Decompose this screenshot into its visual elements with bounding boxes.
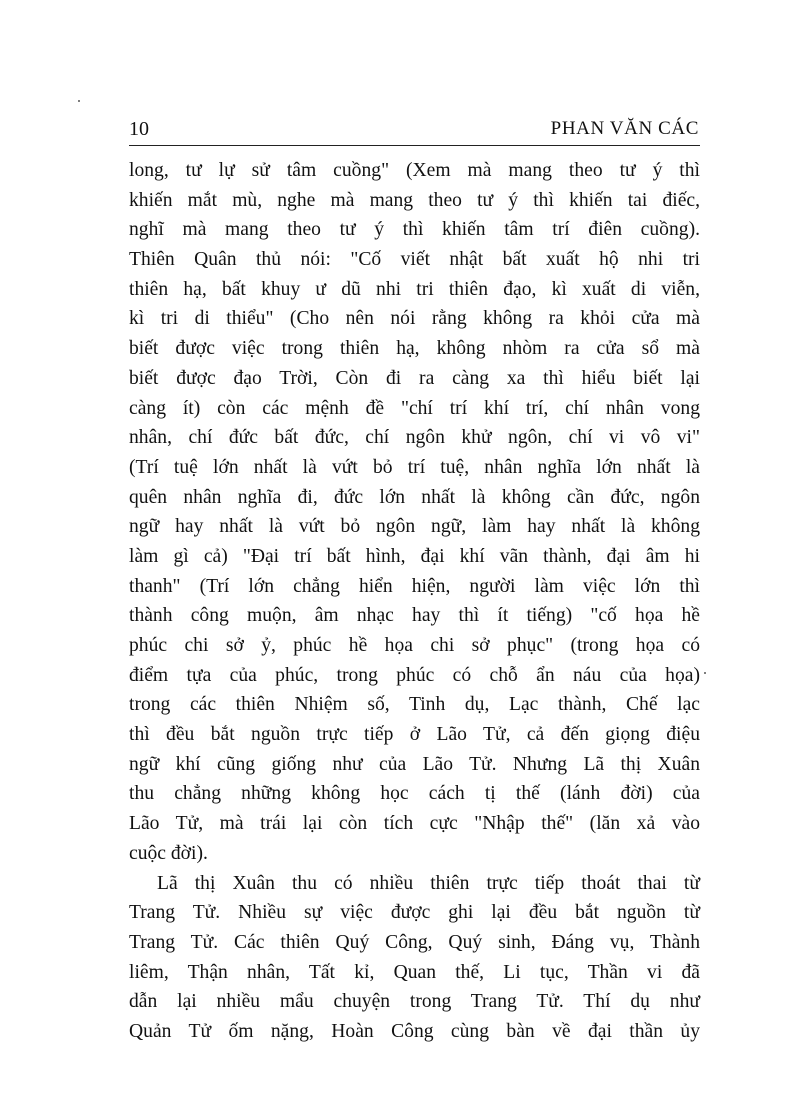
text-line: biết được việc trong thiên hạ, không nhòm ra cửa sổ mà <box>129 338 700 360</box>
text-line: Trang Tử. Các thiên Quý Công, Quý sinh, Đáng vụ, Thành <box>129 931 700 953</box>
text-line: (Trí tuệ lớn nhất là vứt bỏ trí tuệ, nhân nghĩa lớn nhất là <box>129 456 700 478</box>
paragraph-first-line: Lã thị Xuân thu có nhiều thiên trực tiếp thoát thai từ <box>157 872 700 894</box>
body-text <box>129 156 700 1047</box>
text-line: cuộc đời). <box>129 842 208 864</box>
text-line: nghĩ mà mang theo tư ý thì khiến tâm trí điên cuồng). <box>129 219 700 241</box>
text-line: thu chẳng những không học cách tị thế (lánh đời) của <box>129 783 700 805</box>
text-line: thành công muộn, âm nhạc hay thì ít tiếng) "cố họa hề <box>129 605 700 627</box>
scan-speck <box>78 100 80 102</box>
text-line: kì tri di thiểu" (Cho nên nói rằng không ra khỏi cửa mà <box>129 308 700 330</box>
text-line: phúc chi sở ỷ, phúc hề họa chi sở phục" (trong họa có <box>129 635 700 656</box>
text-line: long, tư lự sử tâm cuồng" (Xem mà mang theo tư ý thì <box>129 160 700 181</box>
text-line: thì đều bắt nguồn trực tiếp ở Lão Tử, cả đến giọng điệu <box>129 724 700 746</box>
text-line: điểm tựa của phúc, trong phúc có chỗ ẩn náu của họa) <box>129 664 700 686</box>
text-line: khiến mắt mù, nghe mà mang theo tư ý thì khiến tai điếc, <box>129 189 700 211</box>
scan-speck <box>704 672 706 674</box>
text-line: Thiên Quân thủ nói: "Cố viết nhật bất xuất hộ nhi tri <box>129 249 700 271</box>
text-line: thiên hạ, bất khuy ư dũ nhi tri thiên đạo, kì xuất di viễn, <box>129 278 700 300</box>
text-line: Trang Tử. Nhiều sự việc được ghi lại đều bắt nguồn từ <box>129 902 700 924</box>
text-line: càng ít) còn các mệnh đề "chí trí khí trí, chí nhân vong <box>129 397 700 419</box>
text-line: quên nhân nghĩa đi, đức lớn nhất là không cần đức, ngôn <box>129 486 700 508</box>
page-number: 10 <box>129 118 149 140</box>
text-line: thanh" (Trí lớn chẳng hiển hiện, người làm việc lớn thì <box>129 575 700 597</box>
text-line: Lão Tử, mà trái lại còn tích cực "Nhập thế" (lăn xả vào <box>129 813 700 835</box>
text-line: ngữ hay nhất là vứt bỏ ngôn ngữ, làm hay nhất là không <box>129 516 700 538</box>
page-header <box>129 118 699 144</box>
text-line: biết được đạo Trời, Còn đi ra càng xa thì hiểu biết lại <box>129 367 700 389</box>
running-head: PHAN VĂN CÁC <box>550 118 699 139</box>
text-line: liêm, Thận nhân, Tất kỉ, Quan thế, Li tục, Thần vi đã <box>129 961 700 983</box>
text-line: làm gì cả) "Đại trí bất hình, đại khí vãn thành, đại âm hi <box>129 545 700 567</box>
text-line: dẫn lại nhiều mẩu chuyện trong Trang Tử. Thí dụ như <box>129 991 700 1013</box>
text-line: ngữ khí cũng giống như của Lão Tử. Nhưng Lã thị Xuân <box>129 753 700 775</box>
text-line: trong các thiên Nhiệm số, Tinh dụ, Lạc thành, Chế lạc <box>129 694 700 716</box>
text-line: nhân, chí đức bất đức, chí ngôn khử ngôn, chí vi vô vi" <box>129 427 700 449</box>
text-line: Quản Tử ốm nặng, Hoàn Công cùng bàn về đại thần ủy <box>129 1020 700 1042</box>
header-rule <box>129 145 700 146</box>
